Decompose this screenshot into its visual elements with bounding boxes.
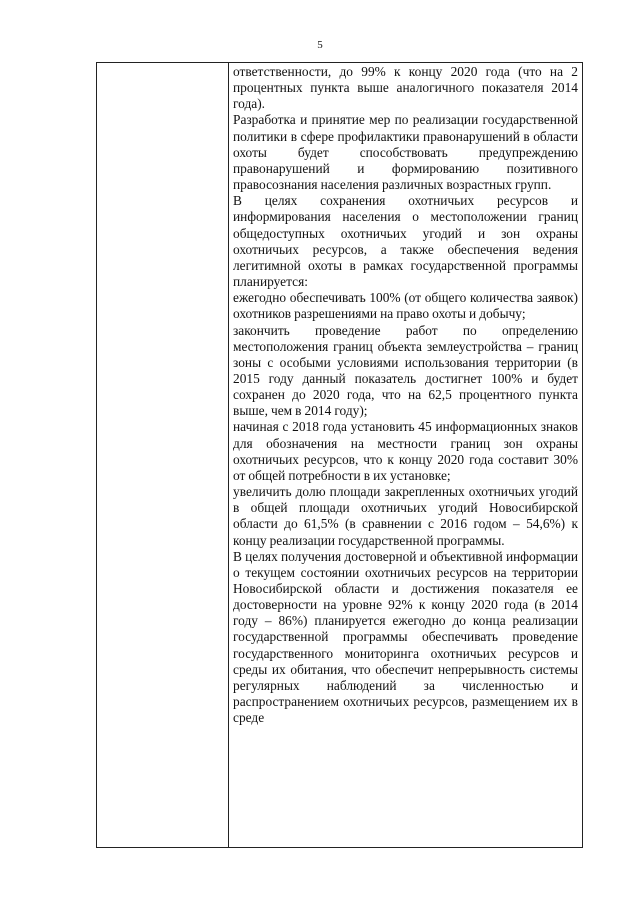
document-table bbox=[96, 62, 583, 848]
paragraph-prevention-measures: Разработка и принятие мер по реализации государственной политики в сфере профилактики правонарушений в области охоты будет способствовать предупреждению правонарушений и формированию позитивного правосознания населения различных возрастных групп. bbox=[233, 112, 578, 193]
paragraph-land-survey-boundaries: закончить проведение работ по определению местоположения границ объекта землеустройства – границ зоны с особыми условиями использования территории (в 2015 году данный показатель достигнет 100% и будет сохранен до 2020 года, что на 62,5 процентного пункта выше, чем в 2014 году); bbox=[233, 322, 578, 419]
paragraph-hunting-permits: ежегодно обеспечивать 100% (от общего количества заявок) охотников разрешениями на право охоты и добычу; bbox=[233, 290, 578, 322]
table-left-cell bbox=[97, 63, 229, 847]
paragraph-state-monitoring: В целях получения достоверной и объективной информации о текущем состоянии охотничьих ресурсов на территории Новосибирской области и достижения показателя ее достоверности на уровне 92% к концу 2020 года (в 2014 году – 86%) планируется ежегодно до конца реализации государственной программы обеспечивать проведение государственного мониторинга охотничьих ресурсов и среды их обитания, что обеспечит непрерывность системы регулярных наблюдений за численностью и распространением охотничьих ресурсов, размещением их в среде bbox=[233, 548, 578, 726]
table-right-cell bbox=[233, 64, 578, 726]
paragraph-responsibility-continuation: ответственности, до 99% к концу 2020 года (что на 2 процентных пункта выше аналогичного показателя 2014 года). bbox=[233, 64, 578, 112]
paragraph-assigned-hunting-grounds: увеличить долю площади закрепленных охотничьих угодий в общей площади охотничьих угодий Новосибирской области до 61,5% (в сравнении с 2016 годом – 54,6%) к концу реализации государственной программы. bbox=[233, 484, 578, 548]
paragraph-information-signs: начиная с 2018 года установить 45 информационных знаков для обозначения на местности границ зон охраны охотничьих ресурсов, что к концу 2020 года составит 30% от общей потребности в их установке; bbox=[233, 419, 578, 483]
page-number: 5 bbox=[317, 39, 323, 51]
paragraph-resource-conservation-intro: В целях сохранения охотничьих ресурсов и информирования населения о местоположении границ общедоступных охотничьих угодий и зон охраны охотничьих ресурсов, а также обеспечения ведения легитимной охоты в рамках государственной программы планируется: bbox=[233, 193, 578, 290]
